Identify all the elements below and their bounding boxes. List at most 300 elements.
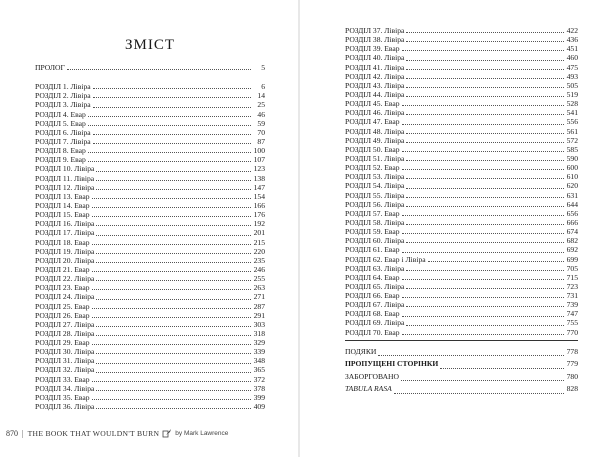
toc-entry xyxy=(35,192,265,201)
toc-entry-page: 201 xyxy=(253,228,265,238)
spacer xyxy=(35,72,265,82)
dot-leader xyxy=(401,380,564,381)
dot-leader xyxy=(96,171,251,172)
toc-entry xyxy=(35,164,265,173)
toc-entry-label: РОЗДІЛ 70. Евар xyxy=(345,327,400,337)
toc-entry-page: 705 xyxy=(566,263,578,273)
toc-entry-label: РОЗДІЛ 65. Лівіра xyxy=(345,281,405,291)
toc-entry-page: 192 xyxy=(253,219,265,229)
toc-entry-label: РОЗДІЛ 41. Лівіра xyxy=(345,62,405,72)
dot-leader xyxy=(402,105,564,106)
toc-entry-label: РОЗДІЛ 64. Евар xyxy=(345,272,400,282)
dot-leader xyxy=(92,399,251,400)
toc-entry xyxy=(35,137,265,146)
toc-entry xyxy=(35,146,265,155)
toc-entry-label: РОЗДІЛ 29. Евар xyxy=(35,338,90,348)
dot-leader xyxy=(402,50,564,51)
toc-entry-page: 365 xyxy=(253,365,265,375)
toc-entry-page: 666 xyxy=(566,217,578,227)
toc-entry xyxy=(345,81,578,90)
toc-entry xyxy=(35,366,265,375)
toc-entry-page: 519 xyxy=(566,89,578,99)
toc-entry xyxy=(345,99,578,108)
toc-entry xyxy=(345,108,578,117)
dot-leader xyxy=(96,363,251,364)
toc-entry-page: 631 xyxy=(566,190,578,200)
toc-entry xyxy=(345,200,578,209)
toc-entry-page: 348 xyxy=(253,356,265,366)
toc-entry-page: 556 xyxy=(566,117,578,127)
dot-leader xyxy=(96,180,251,181)
toc-entry-label: РОЗДІЛ 7. Лівіра xyxy=(35,136,91,146)
toc-entry-label: РОЗДІЛ 56. Лівіра xyxy=(345,199,405,209)
toc-entry-page: 541 xyxy=(566,108,578,118)
left-toc-list xyxy=(35,63,265,411)
toc-entry-label: РОЗДІЛ 16. Лівіра xyxy=(35,219,95,229)
toc-entry-label: РОЗДІЛ 38. Лівіра xyxy=(345,35,405,45)
toc-entry xyxy=(35,311,265,320)
dot-leader xyxy=(96,262,251,263)
toc-entry xyxy=(345,319,578,328)
right-page xyxy=(300,0,600,457)
toc-entry-label: РОЗДІЛ 50. Евар xyxy=(345,144,400,154)
toc-entry-page: 6 xyxy=(261,82,265,92)
toc-entry-label: РОЗДІЛ 15. Евар xyxy=(35,210,90,220)
toc-entry-label: РОЗДІЛ 20. Лівіра xyxy=(35,255,95,265)
toc-entry-page: 723 xyxy=(566,281,578,291)
dot-leader xyxy=(406,270,564,271)
toc-entry-label: РОЗДІЛ 13. Евар xyxy=(35,191,90,201)
toc-entry xyxy=(345,44,578,53)
toc-entry-label: РОЗДІЛ 43. Лівіра xyxy=(345,80,405,90)
back-matter-entry xyxy=(345,383,578,396)
dot-leader xyxy=(93,88,251,89)
toc-entry-page: 329 xyxy=(253,338,265,348)
toc-entry-label: РОЗДІЛ 14. Евар xyxy=(35,200,90,210)
toc-entry-page: 87 xyxy=(257,136,265,146)
dot-leader xyxy=(88,161,251,162)
toc-entry xyxy=(345,127,578,136)
dot-leader xyxy=(96,335,251,336)
dot-leader xyxy=(406,96,564,97)
dot-leader xyxy=(406,178,564,179)
dot-leader xyxy=(402,252,564,253)
toc-entry xyxy=(35,238,265,247)
dot-leader xyxy=(406,69,564,70)
toc-entry-label: РОЗДІЛ 62. Евар і Лівіра xyxy=(345,254,426,264)
toc-entry xyxy=(345,53,578,62)
toc-entry-label: РОЗДІЛ 28. Лівіра xyxy=(35,328,95,338)
toc-entry xyxy=(35,119,265,128)
toc-entry xyxy=(345,136,578,145)
dot-leader xyxy=(96,280,251,281)
toc-entry-label: РОЗДІЛ 2. Лівіра xyxy=(35,91,91,101)
toc-entry xyxy=(35,228,265,237)
back-matter-entry xyxy=(345,371,578,384)
toc-entry-page: 255 xyxy=(253,274,265,284)
toc-entry-page: 409 xyxy=(253,402,265,412)
toc-entry-label: РОЗДІЛ 45. Евар xyxy=(345,99,400,109)
toc-entry-page: 828 xyxy=(566,384,578,394)
dot-leader xyxy=(402,215,564,216)
dot-leader xyxy=(406,60,564,61)
toc-entry-label: TABULA RASA xyxy=(345,384,392,394)
back-matter-entry xyxy=(345,358,578,371)
toc-entry-page: 460 xyxy=(566,53,578,63)
toc-entry-page: 154 xyxy=(253,191,265,201)
toc-entry-page: 674 xyxy=(566,227,578,237)
toc-entry xyxy=(35,100,265,109)
toc-entry-page: 505 xyxy=(566,80,578,90)
toc-entry-label: РОЗДІЛ 48. Лівіра xyxy=(345,126,405,136)
toc-entry xyxy=(345,227,578,236)
toc-entry-label: РОЗДІЛ 27. Лівіра xyxy=(35,319,95,329)
toc-entry-label: РОЗДІЛ 54. Лівіра xyxy=(345,181,405,191)
toc-entry-label: РОЗДІЛ 47. Евар xyxy=(345,117,400,127)
toc-entry xyxy=(345,163,578,172)
toc-entry xyxy=(345,90,578,99)
toc-entry-page: 715 xyxy=(566,272,578,282)
dot-leader xyxy=(92,381,251,382)
toc-entry-page: 682 xyxy=(566,236,578,246)
dot-leader xyxy=(92,207,251,208)
toc-entry-page: 147 xyxy=(253,182,265,192)
toc-entry-page: 755 xyxy=(566,318,578,328)
toc-entry xyxy=(345,117,578,126)
right-toc-list xyxy=(345,26,578,396)
toc-entry-page: 561 xyxy=(566,126,578,136)
dot-leader xyxy=(402,297,564,298)
toc-entry xyxy=(35,329,265,338)
toc-entry xyxy=(35,110,265,119)
toc-entry-page: 107 xyxy=(253,155,265,165)
dot-leader xyxy=(406,242,564,243)
toc-entry-page: 176 xyxy=(253,210,265,220)
toc-entry-label: РОЗДІЛ 49. Лівіра xyxy=(345,135,405,145)
toc-entry xyxy=(35,91,265,100)
toc-entry-label: РОЗДІЛ 37. Лівіра xyxy=(345,25,405,35)
dot-leader xyxy=(96,326,251,327)
toc-entry-page: 493 xyxy=(566,71,578,81)
dot-leader xyxy=(402,151,564,152)
footer-separator: | xyxy=(22,428,24,438)
toc-entry-page: 644 xyxy=(566,199,578,209)
dot-leader xyxy=(402,169,564,170)
toc-entry xyxy=(35,292,265,301)
toc-entry-label: РОЗДІЛ 34. Лівіра xyxy=(35,383,95,393)
toc-entry-page: 246 xyxy=(253,264,265,274)
toc-entry-label: РОЗДІЛ 8. Евар xyxy=(35,146,86,156)
toc-entry-page: 475 xyxy=(566,62,578,72)
toc-entry-page: 600 xyxy=(566,163,578,173)
dot-leader xyxy=(406,41,564,42)
toc-entry-page: 620 xyxy=(566,181,578,191)
toc-entry-page: 271 xyxy=(253,292,265,302)
toc-entry-page: 318 xyxy=(253,328,265,338)
toc-entry xyxy=(345,145,578,154)
toc-entry-page: 235 xyxy=(253,255,265,265)
toc-entry xyxy=(35,247,265,256)
dot-leader xyxy=(93,134,251,135)
toc-entry-label: РОЗДІЛ 46. Лівіра xyxy=(345,108,405,118)
dot-leader xyxy=(406,32,564,33)
dot-leader xyxy=(96,372,251,373)
dot-leader xyxy=(378,355,564,356)
toc-entry-page: 46 xyxy=(257,109,265,119)
dot-leader xyxy=(406,197,564,198)
toc-entry-label: РОЗДІЛ 31. Лівіра xyxy=(35,356,95,366)
toc-entry-label: РОЗДІЛ 44. Лівіра xyxy=(345,89,405,99)
toc-entry-page: 778 xyxy=(566,346,578,356)
dot-leader xyxy=(96,390,251,391)
toc-entry xyxy=(345,209,578,218)
toc-entry-label: РОЗДІЛ 57. Евар xyxy=(345,208,400,218)
toc-entry xyxy=(35,174,265,183)
toc-entry-label: РОЗДІЛ 19. Лівіра xyxy=(35,246,95,256)
section-divider xyxy=(345,340,578,341)
toc-entry-label: РОЗДІЛ 61. Евар xyxy=(345,245,400,255)
dot-leader xyxy=(92,271,251,272)
toc-entry xyxy=(345,154,578,163)
dot-leader xyxy=(93,97,251,98)
dot-leader xyxy=(406,160,564,161)
toc-entry-page: 166 xyxy=(253,200,265,210)
toc-entry-label: РОЗДІЛ 30. Лівіра xyxy=(35,347,95,357)
dot-leader xyxy=(406,114,564,115)
dot-leader xyxy=(92,317,251,318)
toc-entry xyxy=(345,181,578,190)
back-matter-entry xyxy=(345,346,578,359)
dot-leader xyxy=(402,316,564,317)
dot-leader xyxy=(92,244,251,245)
toc-entry-page: 572 xyxy=(566,135,578,145)
dot-leader xyxy=(96,225,251,226)
toc-entry xyxy=(35,82,265,91)
toc-entry-page: 291 xyxy=(253,310,265,320)
toc-entry-label: РОЗДІЛ 4. Евар xyxy=(35,109,86,119)
dot-leader xyxy=(406,188,564,189)
toc-entry xyxy=(35,183,265,192)
toc-entry-label: ПРОПУЩЕНІ СТОРІНКИ xyxy=(345,359,439,369)
toc-entry-page: 25 xyxy=(257,100,265,110)
dot-leader xyxy=(428,261,564,262)
toc-entry-label: РОЗДІЛ 52. Евар xyxy=(345,163,400,173)
toc-entry xyxy=(345,282,578,291)
toc-entry-label: РОЗДІЛ 39. Евар xyxy=(345,44,400,54)
dot-leader xyxy=(406,133,564,134)
toc-entry-label: РОЗДІЛ 9. Евар xyxy=(35,155,86,165)
toc-entry-page: 656 xyxy=(566,208,578,218)
toc-entry-page: 138 xyxy=(253,173,265,183)
dot-leader xyxy=(406,325,564,326)
toc-entry-page: 590 xyxy=(566,153,578,163)
toc-entry-page: 692 xyxy=(566,245,578,255)
toc-entry xyxy=(35,402,265,411)
toc-entry xyxy=(35,393,265,402)
dot-leader xyxy=(406,142,564,143)
toc-entry-page: 739 xyxy=(566,300,578,310)
dot-leader xyxy=(92,289,251,290)
toc-entry xyxy=(35,210,265,219)
toc-entry-page: 263 xyxy=(253,283,265,293)
toc-entry xyxy=(35,347,265,356)
toc-entry-page: 339 xyxy=(253,347,265,357)
dot-leader xyxy=(93,143,251,144)
toc-entry-label: ЗАБОРГОВАНО xyxy=(345,371,400,381)
toc-entry-page: 780 xyxy=(566,371,578,381)
toc-entry xyxy=(35,256,265,265)
toc-entry xyxy=(35,338,265,347)
toc-entry-label: РОЗДІЛ 22. Лівіра xyxy=(35,274,95,284)
toc-entry-page: 123 xyxy=(253,164,265,174)
toc-entry xyxy=(35,201,265,210)
toc-entry-page: 585 xyxy=(566,144,578,154)
dot-leader xyxy=(406,306,564,307)
toc-entry-label: РОЗДІЛ 25. Евар xyxy=(35,301,90,311)
dot-leader xyxy=(394,393,564,394)
page-footer xyxy=(0,426,300,440)
toc-entry xyxy=(35,302,265,311)
toc-entry-label: ПРОЛОГ xyxy=(35,62,65,72)
toc-entry-label: РОЗДІЛ 59. Евар xyxy=(345,227,400,237)
toc-entry-label: РОЗДІЛ 60. Лівіра xyxy=(345,236,405,246)
dot-leader xyxy=(92,344,251,345)
toc-entry xyxy=(345,273,578,282)
dot-leader xyxy=(92,198,251,199)
toc-entry-label: РОЗДІЛ 42. Лівіра xyxy=(345,71,405,81)
toc-entry-label: РОЗДІЛ 68. Евар xyxy=(345,309,400,319)
dot-leader xyxy=(96,408,251,409)
toc-entry-page: 436 xyxy=(566,35,578,45)
toc-entry xyxy=(35,320,265,329)
dot-leader xyxy=(406,206,564,207)
toc-entry-label: РОЗДІЛ 35. Евар xyxy=(35,392,90,402)
toc-entry-page: 770 xyxy=(566,327,578,337)
toc-entry xyxy=(345,72,578,81)
toc-entry-label: РОЗДІЛ 17. Лівіра xyxy=(35,228,95,238)
toc-entry-label: РОЗДІЛ 5. Евар xyxy=(35,118,86,128)
toc-entry xyxy=(345,291,578,300)
toc-entry-label: РОЗДІЛ 69. Лівіра xyxy=(345,318,405,328)
toc-entry xyxy=(35,219,265,228)
footer-book-title: THE BOOK THAT WOULDN'T BURN xyxy=(27,428,160,438)
dot-leader xyxy=(402,334,564,335)
dot-leader xyxy=(406,288,564,289)
toc-entry-page: 451 xyxy=(566,44,578,54)
toc-entry xyxy=(35,155,265,164)
toc-entry-label: РОЗДІЛ 21. Евар xyxy=(35,264,90,274)
toc-entry xyxy=(345,245,578,254)
quill-book-icon xyxy=(162,428,172,438)
toc-entry-label: ПОДЯКИ xyxy=(345,346,377,356)
toc-entry xyxy=(35,356,265,365)
toc-entry-label: РОЗДІЛ 26. Евар xyxy=(35,310,90,320)
toc-entry-label: РОЗДІЛ 67. Лівіра xyxy=(345,300,405,310)
toc-entry xyxy=(35,375,265,384)
toc-entry-label: РОЗДІЛ 32. Лівіра xyxy=(35,365,95,375)
toc-entry-label: РОЗДІЛ 36. Лівіра xyxy=(35,402,95,412)
dot-leader xyxy=(92,308,251,309)
toc-entry-page: 287 xyxy=(253,301,265,311)
dot-leader xyxy=(96,353,251,354)
toc-entry-page: 731 xyxy=(566,291,578,301)
dot-leader xyxy=(402,279,564,280)
dot-leader xyxy=(96,253,251,254)
dot-leader xyxy=(96,299,251,300)
dot-leader xyxy=(402,233,564,234)
toc-entry-page: 528 xyxy=(566,99,578,109)
toc-entry xyxy=(35,274,265,283)
toc-entry-label: РОЗДІЛ 1. Лівіра xyxy=(35,82,91,92)
toc-entry-page: 610 xyxy=(566,172,578,182)
dot-leader xyxy=(406,78,564,79)
toc-entry-page: 747 xyxy=(566,309,578,319)
dot-leader xyxy=(88,116,251,117)
toc-entry-label: РОЗДІЛ 51. Лівіра xyxy=(345,153,405,163)
toc-entry-page: 378 xyxy=(253,383,265,393)
toc-entry-label: РОЗДІЛ 18. Евар xyxy=(35,237,90,247)
toc-entry-label: РОЗДІЛ 40. Лівіра xyxy=(345,53,405,63)
toc-entry xyxy=(345,255,578,264)
toc-entry-label: РОЗДІЛ 53. Лівіра xyxy=(345,172,405,182)
dot-leader xyxy=(96,189,251,190)
footer-page-number: 870 xyxy=(6,428,18,438)
toc-entry-label: РОЗДІЛ 63. Лівіра xyxy=(345,263,405,273)
toc-entry xyxy=(35,63,265,72)
dot-leader xyxy=(88,152,251,153)
toc-entry-page: 422 xyxy=(566,25,578,35)
toc-entry xyxy=(345,218,578,227)
toc-entry-label: РОЗДІЛ 23. Евар xyxy=(35,283,90,293)
toc-entry-label: РОЗДІЛ 10. Лівіра xyxy=(35,164,95,174)
toc-entry-label: РОЗДІЛ 6. Лівіра xyxy=(35,127,91,137)
toc-entry-label: РОЗДІЛ 33. Евар xyxy=(35,374,90,384)
toc-entry-page: 399 xyxy=(253,392,265,402)
toc-entry xyxy=(345,35,578,44)
toc-entry-page: 14 xyxy=(257,91,265,101)
toc-entry xyxy=(35,283,265,292)
toc-entry xyxy=(345,236,578,245)
toc-entry-page: 699 xyxy=(566,254,578,264)
dot-leader xyxy=(88,125,251,126)
dot-leader xyxy=(402,124,564,125)
toc-entry xyxy=(345,172,578,181)
toc-entry-label: РОЗДІЛ 11. Лівіра xyxy=(35,173,95,183)
toc-entry-page: 779 xyxy=(566,359,578,369)
toc-entry-page: 372 xyxy=(253,374,265,384)
toc-entry xyxy=(345,300,578,309)
toc-entry xyxy=(345,309,578,318)
toc-entry-page: 215 xyxy=(253,237,265,247)
dot-leader xyxy=(92,216,251,217)
toc-entry-page: 303 xyxy=(253,319,265,329)
toc-entry-label: РОЗДІЛ 3. Лівіра xyxy=(35,100,91,110)
toc-entry-label: РОЗДІЛ 66. Евар xyxy=(345,291,400,301)
toc-entry xyxy=(345,264,578,273)
toc-entry xyxy=(35,128,265,137)
dot-leader xyxy=(67,69,251,70)
dot-leader xyxy=(406,87,564,88)
toc-entry-page: 70 xyxy=(257,127,265,137)
toc-entry xyxy=(35,384,265,393)
toc-entry-page: 59 xyxy=(257,118,265,128)
footer-author: by Mark Lawrence xyxy=(175,429,229,437)
toc-entry-label: РОЗДІЛ 12. Лівіра xyxy=(35,182,95,192)
toc-entry-page: 220 xyxy=(253,246,265,256)
toc-entry xyxy=(345,63,578,72)
toc-entry xyxy=(345,191,578,200)
dot-leader xyxy=(406,224,564,225)
